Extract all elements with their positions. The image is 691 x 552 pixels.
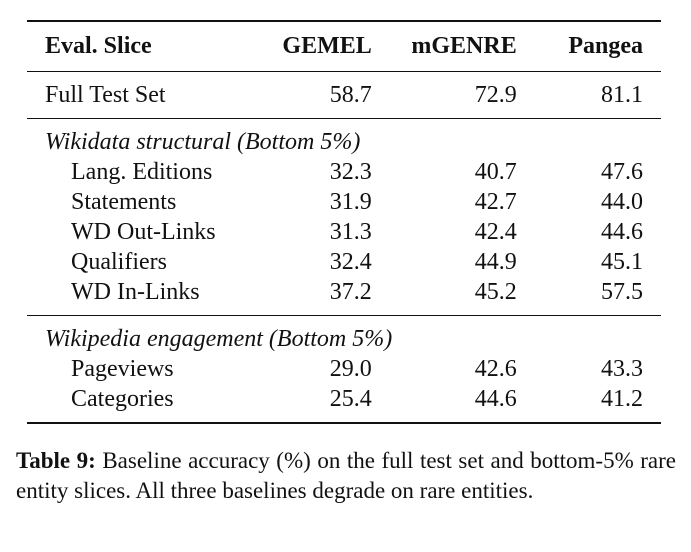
table-row — [27, 277, 661, 316]
cell-pangea: 41.2 — [601, 386, 643, 412]
cell-mgenre: 42.6 — [474, 356, 517, 382]
cell-mgenre: 72.9 — [474, 82, 517, 108]
table-row — [27, 187, 661, 217]
header-mgenre: mGENRE — [411, 33, 517, 59]
header-pangea: Pangea — [568, 33, 643, 59]
cell-gemel: 25.4 — [329, 386, 372, 412]
cell-pangea: 47.6 — [601, 159, 643, 185]
table-row-full-test-set — [27, 72, 661, 119]
cell-mgenre: 42.7 — [474, 189, 517, 215]
row-label: Lang. Editions — [71, 159, 213, 185]
header-eval-slice: Eval. Slice — [45, 33, 152, 59]
cell-pangea: 45.1 — [601, 249, 643, 275]
row-label: Qualifiers — [71, 249, 167, 275]
table-row — [27, 354, 661, 384]
cell-gemel: 32.3 — [329, 159, 372, 185]
table-row — [27, 247, 661, 277]
cell-pangea: 43.3 — [601, 356, 643, 382]
row-label: Statements — [71, 189, 177, 215]
results-table — [27, 20, 661, 424]
cell-gemel: 32.4 — [329, 249, 372, 275]
row-label: WD In-Links — [71, 279, 200, 305]
table-caption — [16, 446, 676, 506]
header-gemel: GEMEL — [282, 33, 372, 59]
cell-gemel: 31.9 — [329, 189, 372, 215]
cell-mgenre: 42.4 — [474, 219, 517, 245]
section-title: Wikidata structural (Bottom 5%) — [45, 129, 361, 155]
table-row — [27, 384, 661, 423]
cell-gemel: 58.7 — [329, 82, 372, 108]
cell-pangea: 81.1 — [601, 82, 643, 108]
cell-gemel: 31.3 — [329, 219, 372, 245]
cell-gemel: 29.0 — [329, 356, 372, 382]
cell-pangea: 44.0 — [601, 189, 643, 215]
cell-mgenre: 44.6 — [474, 386, 517, 412]
cell-mgenre: 45.2 — [474, 279, 517, 305]
cell-gemel: 37.2 — [329, 279, 372, 305]
cell-mgenre: 40.7 — [474, 159, 517, 185]
table-row — [27, 217, 661, 247]
caption-text: Baseline accuracy (%) on the full test set and bottom-5% rare entity slices. All three baselines degrade on rare entities. — [16, 448, 676, 503]
row-label: WD Out-Links — [71, 219, 216, 245]
results-table-container — [27, 20, 661, 424]
table-header-row — [27, 21, 661, 72]
cell-pangea: 57.5 — [601, 279, 643, 305]
row-label: Full Test Set — [45, 82, 166, 108]
cell-pangea: 44.6 — [601, 219, 643, 245]
section-title: Wikipedia engagement (Bottom 5%) — [45, 326, 393, 352]
row-label: Pageviews — [71, 356, 174, 382]
section-header-wikipedia — [27, 316, 661, 355]
row-label: Categories — [71, 386, 174, 412]
section-header-wikidata — [27, 119, 661, 158]
table-row — [27, 157, 661, 187]
caption-label: Table 9: — [16, 448, 96, 473]
cell-mgenre: 44.9 — [474, 249, 517, 275]
